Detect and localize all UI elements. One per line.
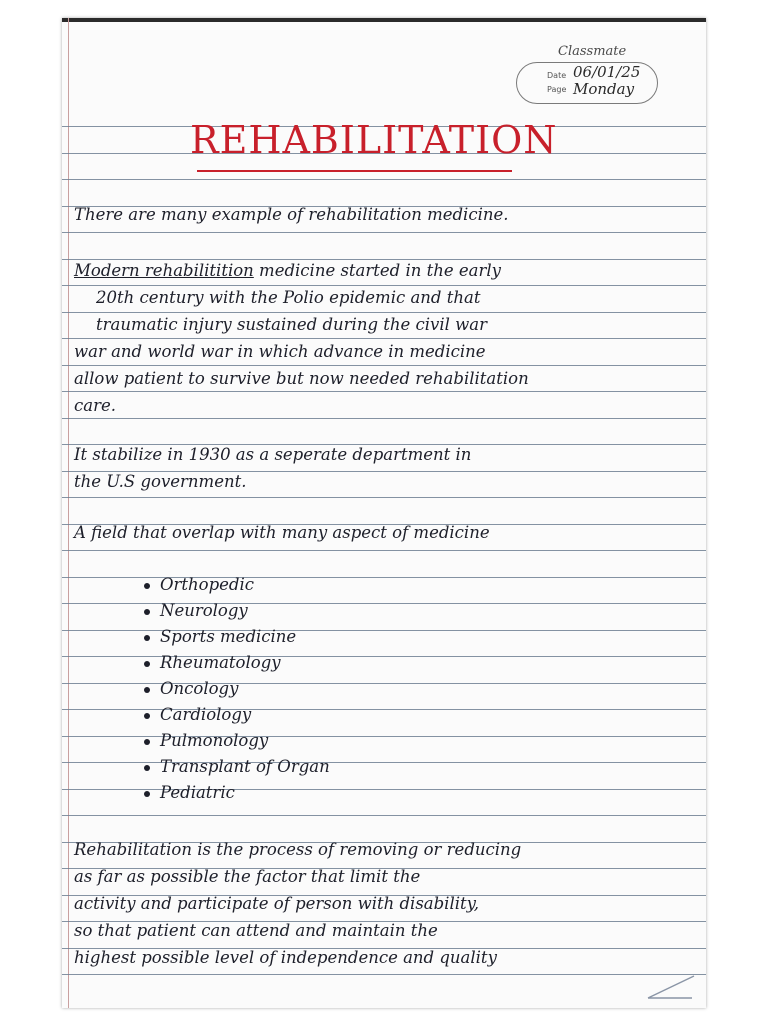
title-underline — [197, 170, 512, 172]
page-top-edge — [62, 18, 706, 22]
bullet-dot — [144, 635, 150, 641]
bullet-dot — [144, 739, 150, 745]
date-header — [512, 44, 662, 110]
ruled-line — [62, 338, 706, 339]
text-line: A field that overlap with many aspect of medicine — [74, 523, 490, 542]
text-line: war and world war in which advance in medicine — [74, 342, 486, 361]
page-label: Page — [547, 85, 567, 94]
text-line: allow patient to survive but now needed rehabilitation — [74, 369, 529, 388]
ruled-line — [62, 179, 706, 180]
ruled-line — [62, 365, 706, 366]
ruled-line — [62, 285, 706, 286]
list-item: Pulmonology — [144, 731, 268, 750]
list-item: Neurology — [144, 601, 248, 620]
date-label: Date — [547, 71, 567, 80]
text-line: 20th century with the Polio epidemic and that — [96, 288, 481, 307]
page-value: Monday — [573, 80, 635, 98]
corner-doodle — [644, 972, 698, 1002]
text-line: as far as possible the factor that limit the — [74, 867, 421, 886]
text-line: the U.S government. — [74, 472, 247, 491]
text-line: so that patient can attend and maintain the — [74, 921, 438, 940]
bullet-dot — [144, 687, 150, 693]
brand-logo: Classmate — [558, 44, 627, 59]
list-item: Orthopedic — [144, 575, 254, 594]
bullet-dot — [144, 661, 150, 667]
text-line: activity and participate of person with disability, — [74, 894, 480, 913]
text-line: There are many example of rehabilitation medicine. — [74, 205, 509, 224]
list-item: Rheumatology — [144, 653, 281, 672]
bullet-dot — [144, 713, 150, 719]
date-page-box — [516, 62, 658, 104]
list-item: Oncology — [144, 679, 238, 698]
text-line: highest possible level of independence and quality — [74, 948, 497, 967]
ruled-line — [62, 312, 706, 313]
text-line — [74, 261, 501, 280]
ruled-line — [62, 391, 706, 392]
bullet-dot — [144, 791, 150, 797]
ruled-line — [62, 259, 706, 260]
text-line: traumatic injury sustained during the civil war — [96, 315, 488, 334]
bullet-dot — [144, 609, 150, 615]
underlined-phrase: Modern rehabilitition — [74, 261, 254, 280]
text-line: care. — [74, 396, 116, 415]
text-line-rest: medicine started in the early — [253, 261, 501, 280]
ruled-line — [62, 550, 706, 551]
text-line: It stabilize in 1930 as a seperate department in — [74, 445, 472, 464]
ruled-line — [62, 232, 706, 233]
list-item: Sports medicine — [144, 627, 296, 646]
list-item: Cardiology — [144, 705, 251, 724]
ruled-line — [62, 418, 706, 419]
date-value: 06/01/25 — [573, 63, 641, 81]
text-line: Rehabilitation is the process of removing or reducing — [74, 840, 522, 859]
page-title: REHABILITATION — [190, 118, 558, 162]
bullet-dot — [144, 583, 150, 589]
notebook-page — [62, 18, 706, 1008]
ruled-line — [62, 974, 706, 975]
margin-line — [68, 18, 69, 1008]
ruled-line — [62, 815, 706, 816]
list-item: Pediatric — [144, 783, 235, 802]
list-item: Transplant of Organ — [144, 757, 330, 776]
ruled-line — [62, 497, 706, 498]
bullet-dot — [144, 765, 150, 771]
